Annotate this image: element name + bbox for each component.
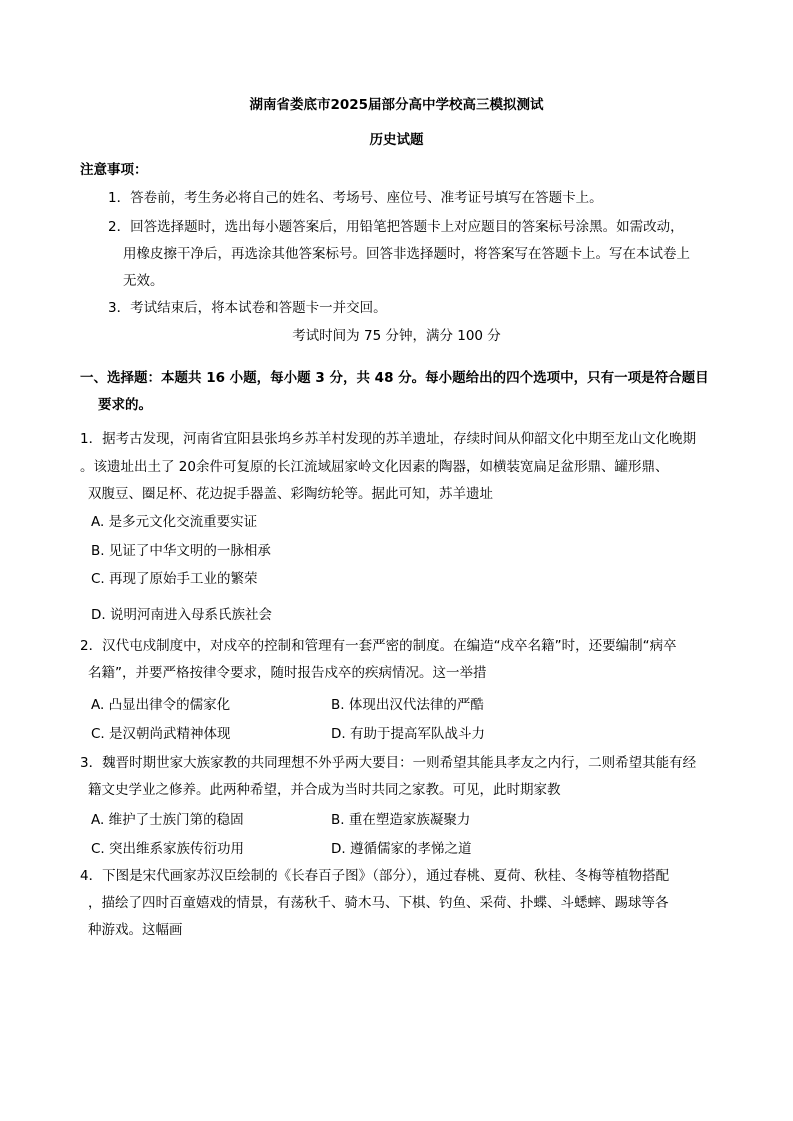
q1-option-d: D. 说明河南进入母系氏族社会 bbox=[91, 607, 272, 623]
q2-option-c: C. 是汉朝尚武精神体现 bbox=[91, 726, 231, 742]
q1-option-b: B. 见证了中华文明的一脉相承 bbox=[91, 543, 271, 559]
exam-subtitle: 历史试题 bbox=[369, 132, 424, 148]
section-heading-cont: 要求的。 bbox=[98, 397, 152, 413]
q1-stem-line-3: 双腹豆、圈足杯、花边捉手器盖、彩陶纺轮等。据此可知，苏羊遗址 bbox=[88, 486, 493, 502]
q3-stem-line-1: 3．魏晋时期世家大族家教的共同理想不外乎两大要目：一则希望其能具孝友之内行，二则希望其能有经 bbox=[80, 755, 697, 771]
q3-option-c: C. 突出维系家族传衍功用 bbox=[91, 841, 245, 857]
q2-stem-line-2: 名籍”，并要严格按律令要求，随时报告戍卒的疾病情况。这一举措 bbox=[88, 665, 487, 681]
exam-time-line: 考试时间为 75 分钟，满分 100 分 bbox=[292, 328, 501, 344]
q1-stem-line-2: 。该遗址出土了 20余件可复原的长江流域屈家岭文化因素的陶器，如横装宽扁足盆形鼎、罐形鼎、 bbox=[80, 459, 669, 475]
exam-title: 湖南省娄底市2025届部分高中学校高三模拟测试 bbox=[249, 97, 544, 113]
notice-heading: 注意事项： bbox=[80, 162, 148, 178]
q2-option-a: A. 凸显出律令的儒家化 bbox=[91, 697, 231, 713]
q2-option-b: B. 体现出汉代法律的严酷 bbox=[331, 697, 484, 713]
q4-stem-line-2: ，描绘了四时百童嬉戏的情景，有荡秋千、骑木马、下棋、钓鱼、采荷、扑蝶、斗蟋蟀、踢球等各 bbox=[88, 895, 669, 911]
notice-item-1: 1．答卷前，考生务必将自己的姓名、考场号、座位号、准考证号填写在答题卡上。 bbox=[108, 190, 603, 206]
section-heading: 一、选择题：本题共 16 小题，每小题 3 分，共 48 分。每小题给出的四个选项中，只有一项是符合题目 bbox=[80, 370, 709, 386]
notice-item-3: 3．考试结束后，将本试卷和答题卡一并交回。 bbox=[108, 300, 387, 316]
q1-stem-line-1: 1．据考古发现，河南省宜阳县张坞乡苏羊村发现的苏羊遗址，存续时间从仰韶文化中期至龙山文化晚期 bbox=[80, 431, 697, 447]
q4-stem-line-3: 种游戏。这幅画 bbox=[88, 922, 183, 938]
q3-option-a: A. 维护了士族门第的稳固 bbox=[91, 812, 244, 828]
q3-option-d: D. 遵循儒家的孝悌之道 bbox=[331, 841, 472, 857]
notice-item-2: 2．回答选择题时，选出每小题答案后，用铅笔把答题卡上对应题目的答案标号涂黑。如需改动， bbox=[108, 219, 684, 235]
q3-option-b: B. 重在塑造家族凝聚力 bbox=[331, 812, 471, 828]
q1-option-c: C. 再现了原始手工业的繁荣 bbox=[91, 571, 258, 587]
q2-option-d: D. 有助于提高军队战斗力 bbox=[331, 726, 485, 742]
q2-stem-line-1: 2．汉代屯戍制度中，对戍卒的控制和管理有一套严密的制度。在编造“戍卒名籍”时，还要编制“病卒 bbox=[80, 638, 677, 654]
q4-stem-line-1: 4．下图是宋代画家苏汉臣绘制的《长春百子图》（部分），通过春桃、夏荷、秋桂、冬梅等植物搭配 bbox=[80, 868, 670, 884]
q1-option-a: A. 是多元文化交流重要实证 bbox=[91, 514, 258, 530]
notice-item-2-cont2: 无效。 bbox=[123, 273, 164, 289]
notice-item-2-cont: 用橡皮擦干净后，再选涂其他答案标号。回答非选择题时，将答案写在答题卡上。写在本试卷上 bbox=[123, 246, 690, 262]
q3-stem-line-2: 籍文史学业之修养。此两种希望，并合成为当时共同之家教。可见，此时期家教 bbox=[88, 782, 561, 798]
